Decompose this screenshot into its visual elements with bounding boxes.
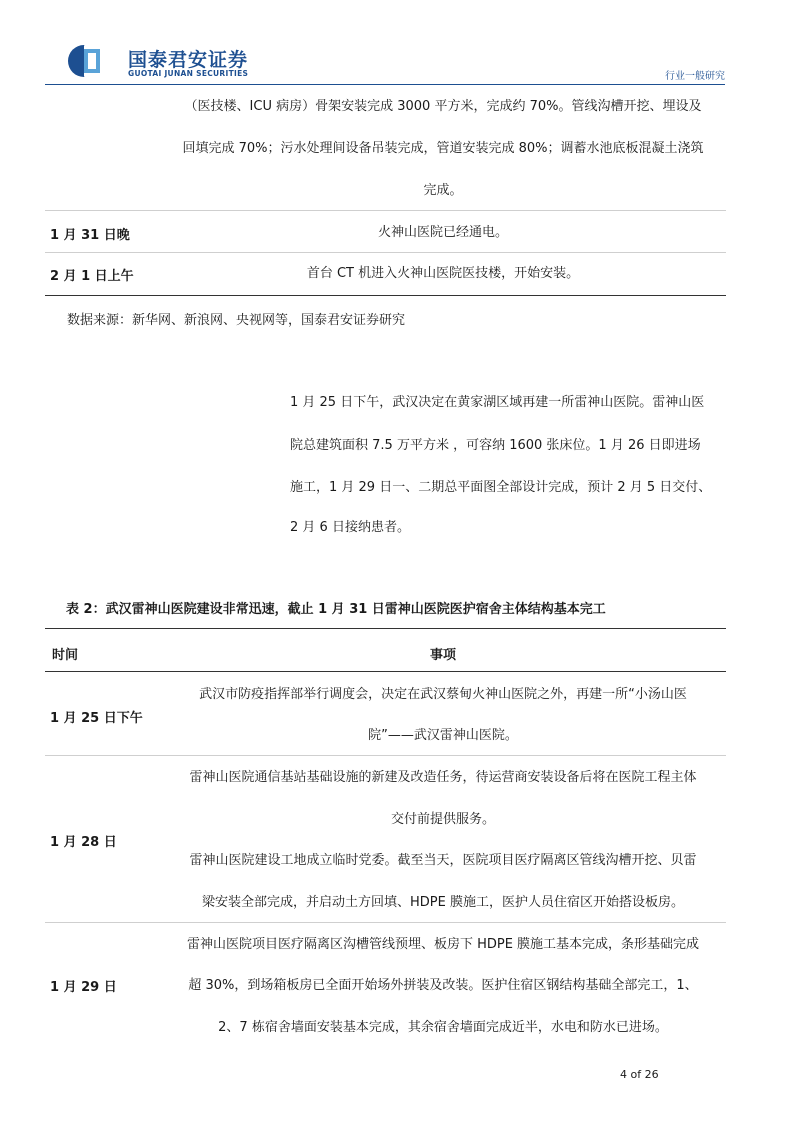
table2-row-event-line: 武汉市防疫指挥部举行调度会，决定在武汉蔡甸火神山医院之外，再建一所“小汤山医 [199, 687, 687, 702]
paragraph-line: 1 月 25 日下午，武汉决定在黄家湖区域再建一所雷神山医院。雷神山医 [290, 395, 705, 410]
table-row-divider [45, 755, 726, 756]
table-row-divider [45, 252, 726, 253]
table1-prev-row-line: 回填完成 70%；污水处理间设备吊装完成，管道安装完成 80%；调蓄水池底板混凝土浇筑 [182, 141, 704, 156]
table2-row-event-line: 梁安装全部完成，并启动土方回填、HDPE 膜施工，医护人员住宿区开始搭设板房。 [202, 895, 684, 910]
table1-prev-row-line: 完成。 [423, 183, 463, 198]
table2-row-event-line: 2、7 栋宿舍墙面安装基本完成，其余宿舍墙面完成近半，水电和防水已进场。 [218, 1020, 668, 1035]
table2-row-event-line: 雷神山医院项目医疗隔离区沟槽管线预埋、板房下 HDPE 膜施工基本完成，条形基础完成 [186, 937, 700, 952]
column-header-event: 事项 [429, 648, 456, 663]
company-name-en: GUOTAI JUNAN SECURITIES [128, 69, 249, 78]
paragraph-line: 院总建筑面积 7.5 万平方米 ，可容纳 1600 张床位。1 月 26 日即进场 [290, 438, 701, 453]
table2-caption: 表 2：武汉雷神山医院建设非常迅速，截止 1 月 31 日雷神山医院医护宿舍主体结构基本完工 [66, 602, 606, 617]
paragraph-line: 施工，1 月 29 日一、二期总平面图全部设计完成，预计 2 月 5 日交付、 [290, 480, 712, 495]
table1-row-time: 1 月 31 日晚 [50, 228, 130, 243]
table1-source-note: 数据来源：新华网、新浪网、央视网等，国泰君安证券研究 [67, 313, 406, 328]
table2-row-time: 1 月 28 日 [50, 835, 117, 850]
guotai-junan-logo-icon [67, 44, 107, 78]
table-top-rule [45, 628, 726, 629]
column-header-time: 时间 [52, 648, 79, 663]
company-name-cn: 国泰君安证券 [128, 49, 249, 71]
table1-row-event: 火神山医院已经通电。 [377, 225, 508, 240]
page-number: 4 of 26 [620, 1068, 659, 1081]
header-divider [45, 84, 725, 85]
table2-row-event-line: 超 30%，到场箱板房已全面开始场外拼装及改装。医护住宿区钢结构基础全部完工，1、 [188, 978, 698, 993]
paragraph-line: 2 月 6 日接纳患者。 [290, 520, 410, 535]
table-row-divider [45, 922, 726, 923]
table2-row-time: 1 月 25 日下午 [50, 711, 143, 726]
table2-row-event-line: 交付前提供服务。 [390, 812, 495, 827]
table2-row-event-line: 院”——武汉雷神山医院。 [368, 728, 518, 743]
table2-row-event-line: 雷神山医院通信基站基础设施的新建及改造任务，待运营商安装设备后将在医院工程主体 [189, 770, 697, 785]
table1-row-event: 首台 CT 机进入火神山医院医技楼，开始安装。 [306, 266, 580, 281]
table1-row-time: 2 月 1 日上午 [50, 269, 134, 284]
table2-row-time: 1 月 29 日 [50, 980, 117, 995]
table1-prev-row-line: （医技楼、ICU 病房）骨架安装完成 3000 平方米，完成约 70%。管线沟槽开挖、埋设及 [184, 99, 702, 114]
page-header [0, 0, 793, 90]
table-bottom-rule [45, 295, 726, 296]
header-row-divider [45, 671, 726, 672]
table-row-divider [45, 210, 726, 211]
table2-row-event-line: 雷神山医院建设工地成立临时党委。截至当天，医院项目医疗隔离区管线沟槽开挖、贝雷 [189, 853, 697, 868]
report-category: 行业一般研究 [665, 71, 725, 82]
